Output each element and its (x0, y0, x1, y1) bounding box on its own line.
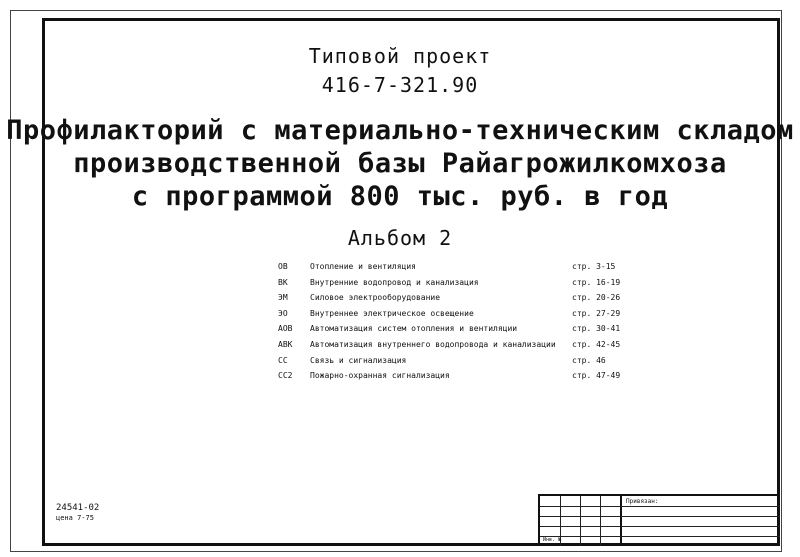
contents-row (278, 278, 638, 294)
title-block-divider (620, 516, 780, 517)
privyazan-label: Привязан: (626, 498, 659, 505)
contents-row (278, 356, 638, 372)
title-block-divider (620, 526, 780, 527)
contents-row (278, 309, 638, 325)
section-code: ЭО (278, 308, 288, 318)
title-block-divider (620, 506, 780, 507)
section-pages: стр. 42-45 (572, 339, 621, 349)
title-line-1: Профилакторий с материально-техническим складом (6, 115, 794, 146)
stamp-price: цена 7-75 (56, 514, 94, 522)
section-title: Пожарно-охранная сигнализация (310, 371, 450, 381)
contents-row (278, 262, 638, 278)
contents-row (278, 324, 638, 340)
contents-row (278, 371, 638, 387)
section-pages: стр. 46 (572, 355, 606, 365)
section-code: СС (278, 355, 288, 365)
section-pages: стр. 20-26 (572, 293, 621, 303)
contents-row (278, 293, 638, 309)
catalog-stamp (56, 503, 99, 523)
section-pages: стр. 47-49 (572, 371, 621, 381)
title-block-divider (540, 516, 620, 517)
project-number: 416-7-321.90 (321, 73, 479, 97)
title-block-divider (600, 496, 601, 546)
title-block-divider (620, 536, 780, 537)
section-code: ОВ (278, 262, 288, 271)
title-block (538, 494, 780, 546)
section-title: Внутренние водопровод и канализация (310, 277, 479, 287)
title-block-divider (620, 496, 622, 546)
section-code: ЭМ (278, 293, 288, 303)
section-title: Автоматизация систем отопления и вентиляции (310, 324, 518, 334)
album-label: Альбом 2 (347, 226, 453, 250)
project-type: Типовой проект (308, 44, 492, 68)
section-code: АВК (278, 339, 293, 349)
inventory-number-label: Инв. № (543, 537, 562, 543)
section-code: АОВ (278, 324, 293, 334)
section-code: ВК (278, 277, 288, 287)
section-pages: стр. 16-19 (572, 277, 621, 287)
title-block-divider (540, 506, 620, 507)
contents-list (278, 262, 638, 387)
section-pages: стр. 27-29 (572, 308, 621, 318)
section-pages: стр. 30-41 (572, 324, 621, 334)
section-code: СС2 (278, 371, 293, 381)
title-block-divider (580, 496, 581, 546)
contents-row (278, 340, 638, 356)
title-line-3: с программой 800 тыс. руб. в год (131, 181, 669, 212)
title-block-divider (540, 526, 620, 527)
stamp-code: 24541-02 (56, 503, 100, 513)
section-title: Автоматизация внутреннего водопровода и канализации (310, 339, 556, 349)
title-line-2: производственной базы Райагрожилкомхоза (73, 148, 727, 179)
section-title: Отопление и вентиляция (310, 262, 416, 271)
section-pages: стр. 3-15 (572, 262, 616, 271)
section-title: Связь и сигнализация (310, 355, 407, 365)
section-title: Внутреннее электрическое освещение (310, 308, 474, 318)
section-title: Силовое электрооборудование (310, 293, 441, 303)
